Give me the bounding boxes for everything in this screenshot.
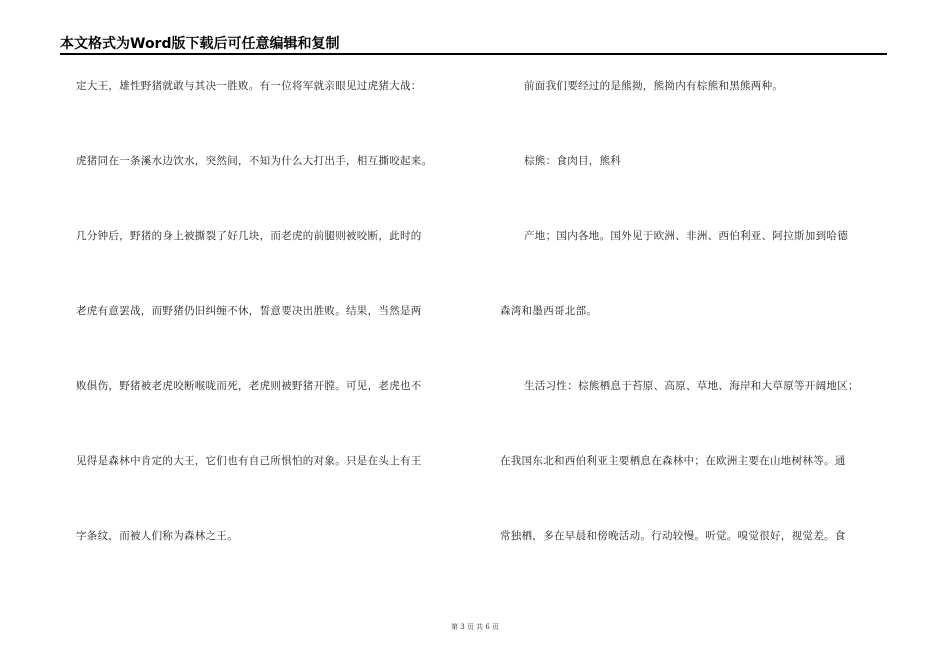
right-line-6: 在我国东北和西伯利亚主要栖息在森林中；在欧洲主要在山地树林等。通: [500, 455, 846, 467]
right-line-4: 森湾和墨西哥北部。: [500, 305, 598, 317]
left-line-2: 虎猪同在一条溪水边饮水，突然间，不知为什么大打出手，相互撕咬起来。: [76, 155, 433, 167]
right-line-2: 棕熊：食肉目，熊科: [524, 155, 622, 167]
right-line-5: 生活习性：棕熊栖息于苔原、高原、草地、海岸和大草原等开阔地区；: [524, 380, 859, 392]
page-number-footer: 第 3 页 共 6 页: [450, 623, 500, 631]
right-line-3: 产地；国内各地。国外见于欧洲、非洲、西伯利亚、阿拉斯加到哈德: [524, 230, 848, 242]
left-line-5: 败俱伤，野猪被老虎咬断喉咙而死，老虎则被野猪开膛。可见，老虎也不: [76, 380, 422, 392]
left-line-6: 见得是森林中肯定的大王，它们也有自己所惧怕的对象。只是在头上有王: [76, 455, 422, 467]
left-line-4: 老虎有意罢战，而野猪仍旧纠缠不休，誓意要决出胜败。结果，当然是两: [76, 305, 422, 317]
document-header-title: 本文格式为Word版下载后可任意编辑和复制: [60, 36, 340, 52]
right-line-1: 前面我们要经过的是熊拗，熊拗内有棕熊和黑熊两种。: [524, 80, 784, 92]
left-line-7: 字条纹，而被人们称为森林之王。: [76, 530, 238, 542]
left-line-1: 定大王，雄性野猪就敢与其决一胜败。有一位将军就亲眼见过虎猪大战：: [76, 80, 422, 92]
right-line-7: 常独栖，多在早晨和傍晚活动。行动较慢。听觉。嗅觉很好，视觉差。食: [500, 530, 846, 542]
header-divider: [60, 53, 887, 55]
left-line-3: 几分钟后，野猪的身上被撕裂了好几块，而老虎的前腿则被咬断，此时的: [76, 230, 422, 242]
